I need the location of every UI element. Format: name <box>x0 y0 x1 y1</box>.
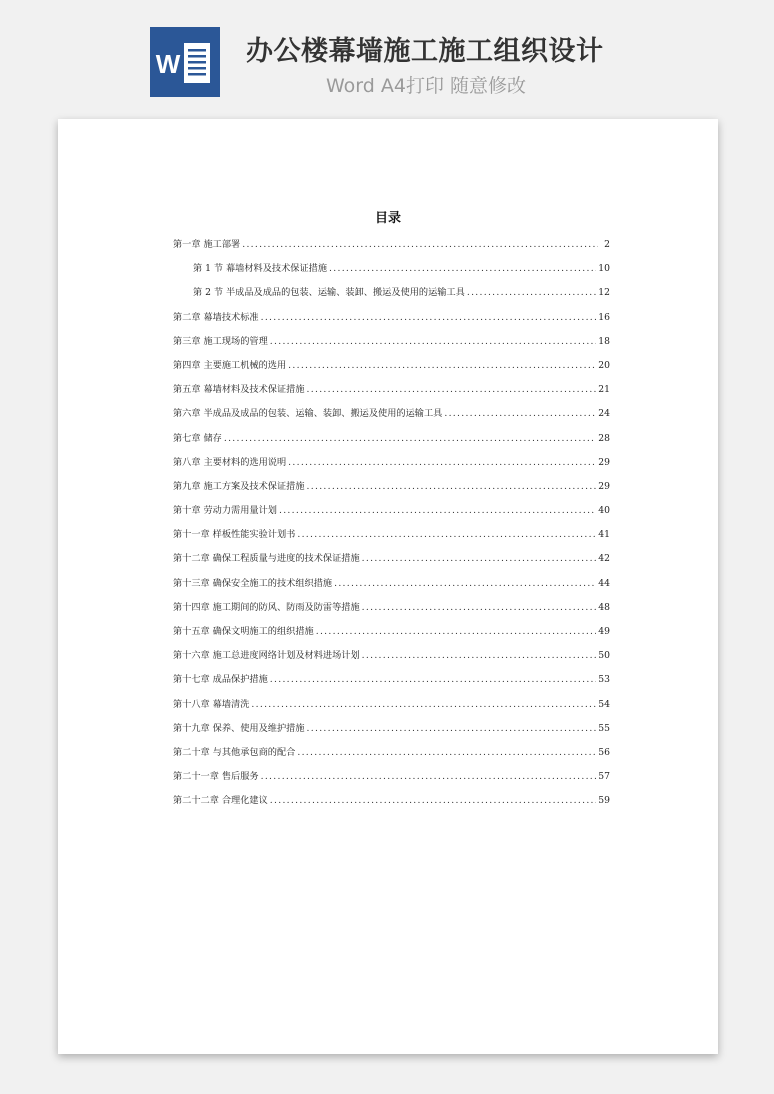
toc-leader-dots <box>270 336 597 347</box>
toc-entry[interactable] <box>173 260 610 284</box>
toc-entry-page-number: 41 <box>598 529 610 541</box>
toc-leader-dots <box>444 408 596 419</box>
toc-entry[interactable] <box>173 550 610 574</box>
toc-leader-dots <box>362 602 597 613</box>
toc-leader-dots <box>307 481 597 492</box>
toc-entry[interactable] <box>173 478 610 502</box>
toc-entry-page-number: 55 <box>598 722 610 734</box>
toc-leader-dots <box>362 650 597 661</box>
toc-entry-label: 第十二章 确保工程质量与进度的技术保证措施 <box>173 553 360 565</box>
word-document-icon <box>150 27 220 97</box>
toc-entry-page-number: 56 <box>598 746 610 758</box>
toc-entry[interactable] <box>173 599 610 623</box>
toc-leader-dots <box>251 699 596 710</box>
toc-entry-page-number: 29 <box>598 480 610 492</box>
toc-entry[interactable] <box>173 430 610 454</box>
toc-entry-page-number: 57 <box>598 771 610 783</box>
toc-leader-dots <box>316 626 597 637</box>
toc-title: 目录 <box>374 211 401 226</box>
toc-entry-page-number: 28 <box>598 432 610 444</box>
toc-leader-dots <box>270 674 597 685</box>
toc-leader-dots <box>334 578 596 589</box>
toc-entry-label: 第六章 半成品及成品的包装、运输、装卸、搬运及使用的运输工具 <box>173 408 443 420</box>
table-of-contents <box>173 236 610 817</box>
toc-entry-page-number: 48 <box>598 601 610 613</box>
toc-entry-label: 第十九章 保养、使用及维护措施 <box>173 722 305 734</box>
toc-leader-dots <box>329 263 596 274</box>
toc-leader-dots <box>362 553 597 564</box>
toc-leader-dots <box>224 433 596 444</box>
toc-entry-label: 第四章 主要施工机械的选用 <box>173 359 287 371</box>
toc-leader-dots <box>270 795 597 806</box>
toc-entry[interactable] <box>173 236 610 260</box>
toc-entry-label: 第十三章 确保安全施工的技术组织措施 <box>173 577 333 589</box>
toc-entry-page-number: 18 <box>598 335 610 347</box>
toc-leader-dots <box>288 360 596 371</box>
toc-entry-page-number: 16 <box>598 311 610 323</box>
toc-entry[interactable] <box>173 744 610 768</box>
toc-entry-page-number: 12 <box>598 287 610 299</box>
toc-entry-label: 第十六章 施工总进度网络计划及材料进场计划 <box>173 650 360 662</box>
toc-entry-page-number: 50 <box>598 650 610 662</box>
toc-entry-page-number: 24 <box>598 408 610 420</box>
toc-entry-page-number: 42 <box>598 553 610 565</box>
toc-entry-label: 第十七章 成品保护措施 <box>173 674 268 686</box>
toc-leader-dots <box>279 505 596 516</box>
page-subtitle: Word A4打印 随意修改 <box>326 75 527 97</box>
toc-entry-page-number: 54 <box>598 698 610 710</box>
toc-entry[interactable] <box>173 768 610 792</box>
toc-leader-dots <box>297 529 596 540</box>
toc-entry-label: 第 1 节 幕墙材料及技术保证措施 <box>193 263 328 275</box>
page-title: 办公楼幕墙施工施工组织设计 <box>246 36 604 67</box>
toc-entry-page-number: 21 <box>598 384 610 396</box>
toc-entry-page-number: 29 <box>598 456 610 468</box>
toc-entry[interactable] <box>173 381 610 405</box>
document-page <box>58 119 718 1054</box>
toc-entry-label: 第 2 节 半成品及成品的包装、运输、装卸、搬运及使用的运输工具 <box>193 287 465 299</box>
toc-entry-page-number: 44 <box>598 577 610 589</box>
toc-entry-page-number: 20 <box>598 359 610 371</box>
toc-entry[interactable] <box>173 454 610 478</box>
toc-leader-dots <box>467 287 596 298</box>
toc-entry[interactable] <box>173 671 610 695</box>
toc-entry-label: 第二章 幕墙技术标准 <box>173 311 259 323</box>
toc-entry-label: 第二十二章 合理化建议 <box>173 795 268 807</box>
toc-entry[interactable] <box>173 696 610 720</box>
toc-entry[interactable] <box>173 284 610 308</box>
toc-entry[interactable] <box>173 333 610 357</box>
toc-entry[interactable] <box>173 575 610 599</box>
toc-entry-label: 第十五章 确保文明施工的组织措施 <box>173 626 314 637</box>
toc-entry-label: 第五章 幕墙材料及技术保证措施 <box>173 384 305 396</box>
toc-entry[interactable] <box>173 526 610 550</box>
word-logo-letter: W <box>155 49 181 79</box>
toc-entry-label: 第二十章 与其他承包商的配合 <box>173 746 296 758</box>
toc-entry[interactable] <box>173 405 610 429</box>
toc-entry-label: 第九章 施工方案及技术保证措施 <box>173 480 305 492</box>
toc-entry[interactable] <box>173 720 610 744</box>
toc-entry-label: 第七章 储存 <box>173 432 222 444</box>
toc-entry-page-number: 40 <box>598 505 610 517</box>
toc-entry-page-number: 2 <box>604 239 610 250</box>
toc-entry-label: 第十八章 幕墙清洗 <box>173 698 250 710</box>
toc-entry-label: 第十一章 样板性能实验计划书 <box>173 529 296 541</box>
toc-entry-page-number: 10 <box>598 263 610 275</box>
toc-leader-dots <box>307 723 597 734</box>
toc-entry-page-number: 49 <box>598 626 610 637</box>
toc-entry[interactable] <box>173 502 610 526</box>
toc-leader-dots <box>261 771 597 782</box>
toc-leader-dots <box>261 312 597 323</box>
toc-entry-label: 第十四章 施工期间的防风、防雨及防雷等措施 <box>173 601 360 613</box>
toc-leader-dots <box>288 457 596 468</box>
toc-entry-label: 第八章 主要材料的选用说明 <box>173 456 287 468</box>
toc-leader-dots <box>242 239 598 250</box>
toc-leader-dots <box>307 384 597 395</box>
toc-entry-label: 第十章 劳动力需用量计划 <box>173 505 277 517</box>
toc-entry[interactable] <box>173 792 610 816</box>
toc-entry-page-number: 53 <box>598 674 610 686</box>
toc-entry[interactable] <box>173 309 610 333</box>
header <box>0 0 774 115</box>
toc-entry-page-number: 59 <box>598 795 610 807</box>
toc-entry[interactable] <box>173 623 610 647</box>
toc-entry-label: 第三章 施工现场的管理 <box>173 335 268 347</box>
toc-entry-label: 第一章 施工部署 <box>173 239 241 250</box>
toc-entry[interactable] <box>173 357 610 381</box>
toc-entry[interactable] <box>173 647 610 671</box>
toc-leader-dots <box>297 747 596 758</box>
toc-entry-label: 第二十一章 售后服务 <box>173 771 259 783</box>
